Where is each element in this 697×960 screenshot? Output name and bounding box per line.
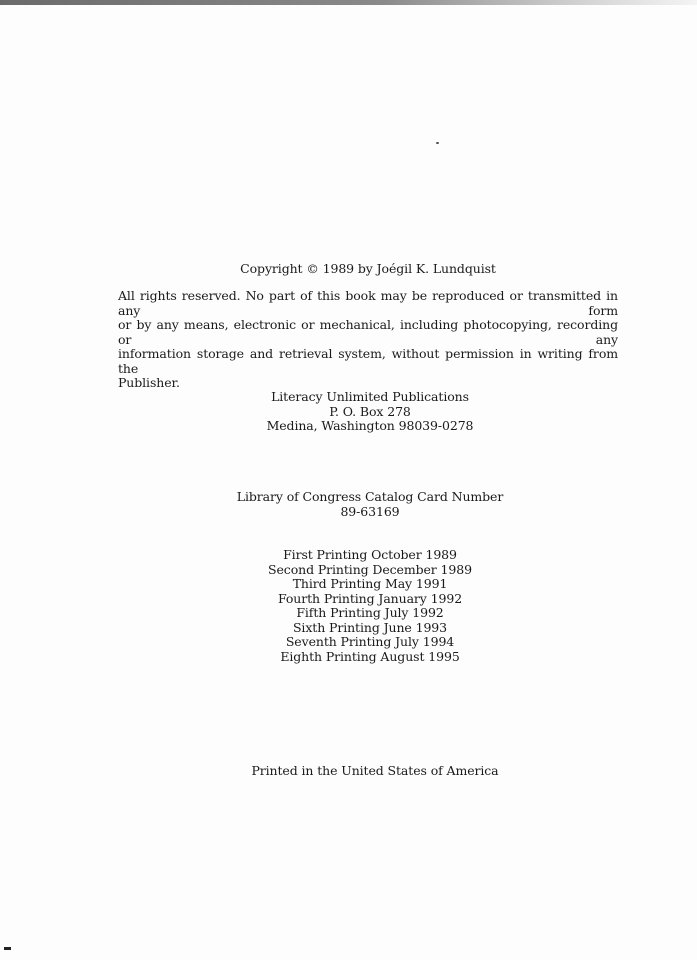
printed-in-notice: Printed in the United States of America	[251, 763, 499, 778]
scan-speck	[436, 142, 439, 144]
catalog-block	[200, 490, 540, 519]
printing-line: Seventh Printing July 1994	[285, 634, 455, 649]
printing-line: Sixth Printing June 1993	[292, 619, 448, 635]
printing-line: Second Printing December 1989	[268, 561, 472, 577]
rights-line: information storage and retrieval system, without permission in writing from the	[118, 346, 618, 376]
printing-line: Fifth Printing July 1992	[296, 605, 444, 620]
rights-line: All rights reserved. No part of this book may be reproduced or transmitted in any form	[118, 288, 618, 318]
scan-top-edge	[0, 0, 697, 5]
printing-line: First Printing October 1989	[283, 547, 457, 562]
printing-line: Third Printing May 1991	[292, 576, 448, 591]
printing-line: Eighth Printing August 1995	[280, 648, 460, 664]
publisher-name: Literacy Unlimited Publications	[271, 389, 469, 404]
catalog-number: 89-63169	[340, 503, 400, 519]
printing-history	[220, 548, 520, 664]
rights-statement	[118, 289, 618, 391]
catalog-label: Library of Congress Catalog Card Number	[236, 489, 504, 504]
publisher-city: Medina, Washington 98039-0278	[266, 418, 474, 433]
rights-line: Publisher.	[118, 375, 180, 390]
printing-line: Fourth Printing January 1992	[277, 590, 463, 606]
publisher-block	[220, 390, 520, 434]
rights-line: or by any means, electronic or mechanical, including photocopying, recording or any	[118, 317, 618, 347]
publisher-address: P. O. Box 278	[329, 403, 411, 419]
copyright-notice: Copyright © 1989 by Joégil K. Lundquist	[240, 261, 496, 276]
scan-edge-mark	[4, 947, 11, 950]
